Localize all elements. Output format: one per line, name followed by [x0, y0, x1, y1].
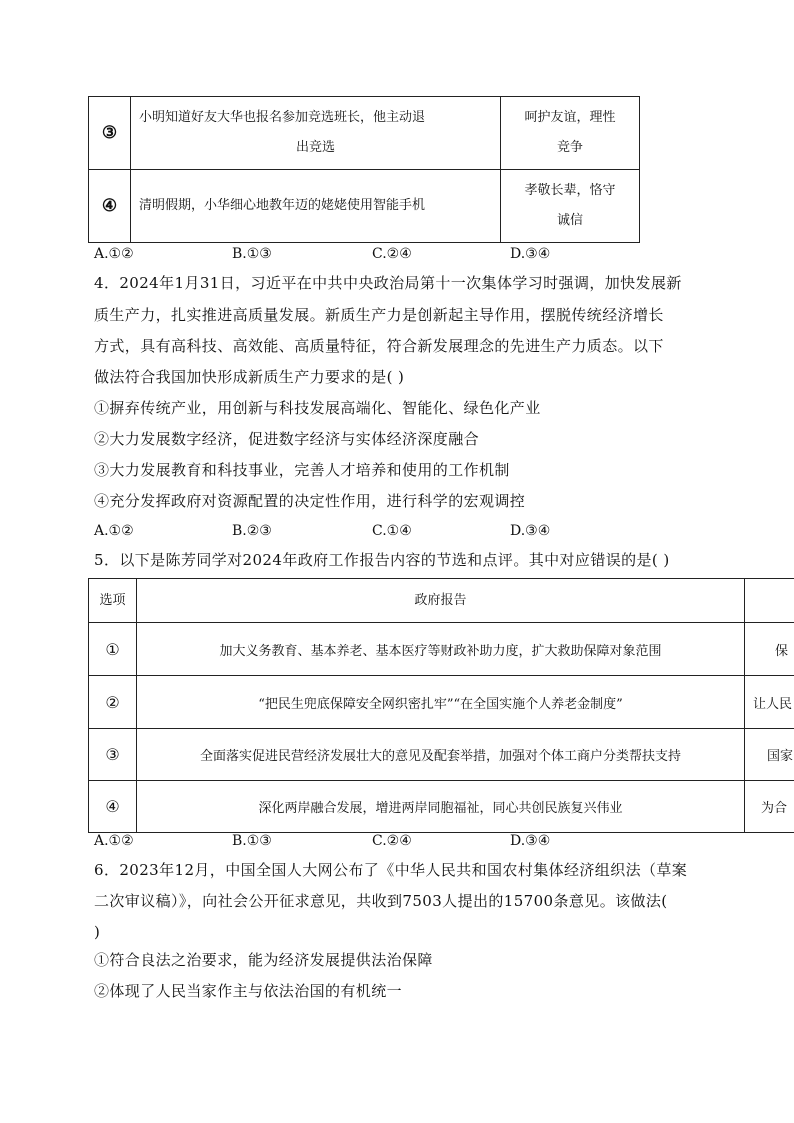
table-row — [89, 729, 794, 781]
q4-item-4: ④充分发挥政府对资源配置的决定性作用，进行科学的宏观调控 — [94, 492, 526, 510]
option-a[interactable]: A.①② — [94, 833, 134, 849]
q4-item-2: ②大力发展数字经济，促进数字经济与实体经济深度融合 — [94, 430, 480, 448]
q6-stem-line-3: ) — [94, 923, 101, 941]
table-row — [89, 170, 640, 243]
table-row — [89, 97, 640, 170]
government-report-table — [88, 578, 794, 833]
q6-item-1: ①符合良法之治要求，能为经济发展提供法治保障 — [94, 951, 433, 969]
q4-stem-line-3: 方式，具有高科技、高效能、高质量特征，符合新发展理念的先进生产力质态。以下 — [94, 337, 664, 355]
header-option: 选项 — [89, 579, 137, 623]
row-number: ③ — [89, 97, 131, 170]
q5-stem: 5．以下是陈芳同学对2024年政府工作报告内容的节选和点评。其中对应错误的是( ) — [94, 551, 670, 569]
q6-stem-line-1: 6．2023年12月，中国全国人大网公布了《中华人民共和国农村集体经济组织法（草案 — [94, 861, 688, 879]
option-b[interactable]: B.②③ — [232, 523, 272, 539]
row-number: ③ — [89, 729, 137, 781]
table-row — [89, 676, 794, 729]
option-d[interactable]: D.③④ — [510, 833, 551, 849]
q4-item-1: ①摒弃传统产业，用创新与科技发展高端化、智能化、绿色化产业 — [94, 399, 541, 417]
option-a[interactable]: A.①② — [94, 523, 134, 539]
row-number: ④ — [89, 170, 131, 243]
row-number: ② — [89, 676, 137, 729]
comment-cell: 国家 — [745, 729, 794, 781]
q4-stem-line-2: 质生产力，扎实推进高质量发展。新质生产力是创新起主导作用，摆脱传统经济增长 — [94, 306, 664, 324]
option-d[interactable]: D.③④ — [510, 246, 551, 262]
row-number: ① — [89, 623, 137, 676]
report-cell: 全面落实促进民营经济发展壮大的意见及配套举措，加强对个体工商户分类帮扶支持 — [137, 729, 745, 781]
report-cell: 加大义务教育、基本养老、基本医疗等财政补助力度，扩大救助保障对象范围 — [137, 623, 745, 676]
option-d[interactable]: D.③④ — [510, 523, 551, 539]
q6-stem-line-2: 二次审议稿）》，向社会公开征求意见，共收到7503人提出的15700条意见。该做法( — [94, 892, 668, 910]
option-c[interactable]: C.①④ — [372, 523, 412, 539]
row-number: ④ — [89, 781, 137, 833]
header-report: 政府报告 — [137, 579, 745, 623]
option-a[interactable]: A.①② — [94, 246, 134, 262]
value-cell: 呵护友谊，理性 竞争 — [501, 97, 640, 170]
morality-table — [88, 96, 640, 243]
comment-cell: 让人民 — [745, 676, 794, 729]
header-comment — [745, 579, 794, 623]
table-row — [89, 623, 794, 676]
option-c[interactable]: C.②④ — [372, 246, 412, 262]
option-b[interactable]: B.①③ — [232, 246, 272, 262]
value-cell: 孝敬长辈，恪守 诚信 — [501, 170, 640, 243]
q6-item-2: ②体现了人民当家作主与依法治国的有机统一 — [94, 982, 403, 1000]
option-c[interactable]: C.②④ — [372, 833, 412, 849]
report-cell: “把民生兜底保障安全网织密扎牢”“在全国实施个人养老金制度” — [137, 676, 745, 729]
table-header-row — [89, 579, 794, 623]
comment-cell: 保 — [745, 623, 794, 676]
comment-cell: 为合 — [745, 781, 794, 833]
scenario-cell: 清明假期，小华细心地教年迈的姥姥使用智能手机 — [131, 170, 501, 243]
q4-item-3: ③大力发展教育和科技事业，完善人才培养和使用的工作机制 — [94, 461, 510, 479]
scenario-cell: 小明知道好友大华也报名参加竞选班长，他主动退 出竞选 — [131, 97, 501, 170]
q4-stem-line-4: 做法符合我国加快形成新质生产力要求的是( ) — [94, 368, 405, 386]
q4-stem-line-1: 4．2024年1月31日，习近平在中共中央政治局第十一次集体学习时强调，加快发展新 — [94, 274, 682, 292]
table-row — [89, 781, 794, 833]
option-b[interactable]: B.①③ — [232, 833, 272, 849]
report-cell: 深化两岸融合发展，增进两岸同胞福祉，同心共创民族复兴伟业 — [137, 781, 745, 833]
